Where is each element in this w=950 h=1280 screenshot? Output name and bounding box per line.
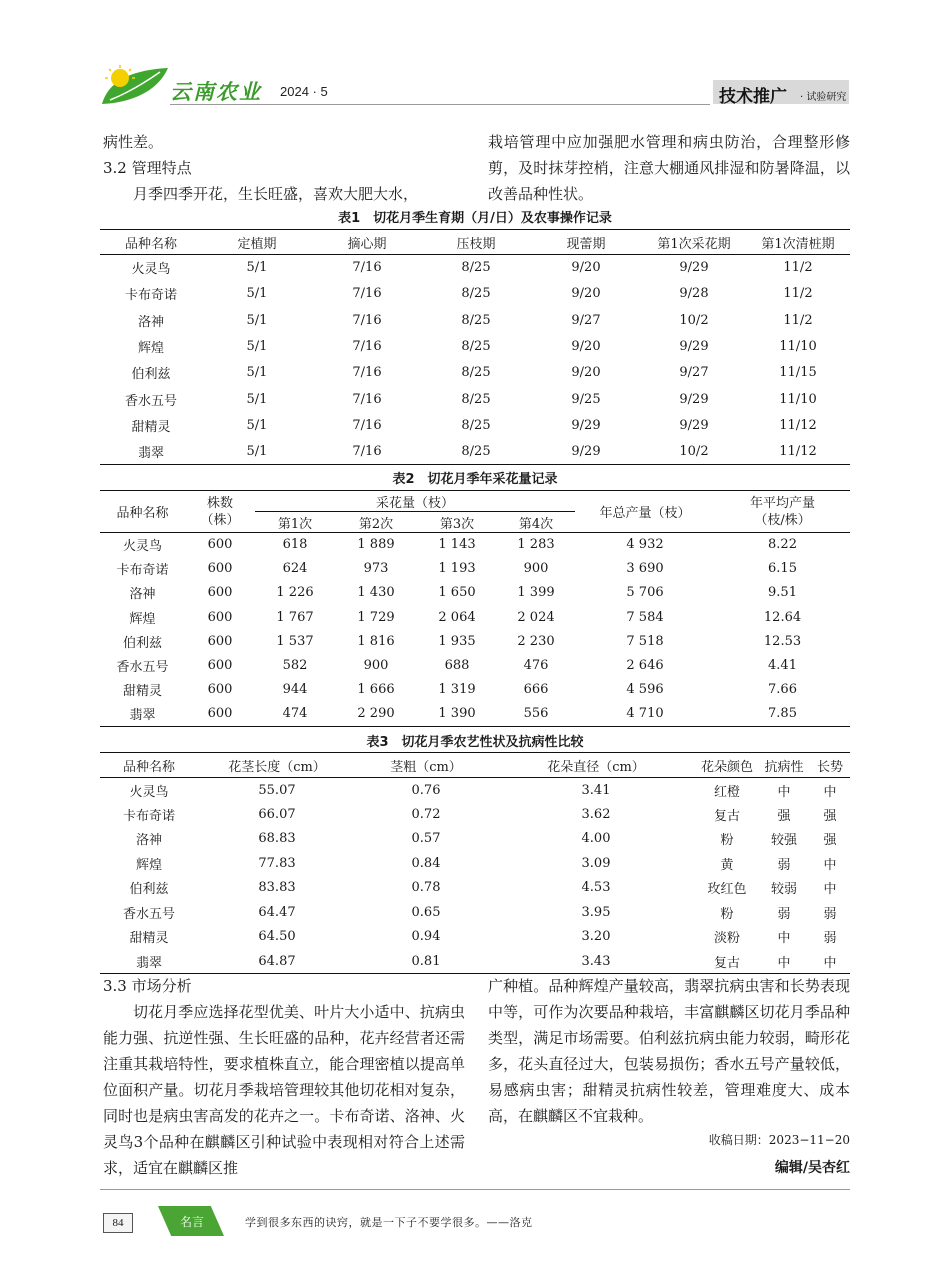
table-cell: 5/1 <box>246 286 268 302</box>
table-cell: 944 <box>282 682 308 698</box>
table-cell: 2 290 <box>335 702 417 726</box>
table-cell: 中 <box>823 882 837 898</box>
table-cell: 8/25 <box>461 286 491 302</box>
table-cell: 5/1 <box>246 312 268 328</box>
table-cell: 9/20 <box>571 365 601 381</box>
table-header-cell: 花朵颜色 <box>696 753 758 778</box>
table-cell: 7/16 <box>352 365 382 381</box>
table-cell: 7.66 <box>768 682 797 698</box>
table-row <box>100 827 850 852</box>
table-cell: 复古 <box>696 949 758 974</box>
variety-name-cell: 火灵鸟 <box>131 262 171 278</box>
table-cell: 强 <box>823 808 837 824</box>
table-cell: 9.51 <box>768 585 797 601</box>
table-cell: 474 <box>255 702 335 726</box>
table-row <box>100 307 850 333</box>
table-cell: 7/16 <box>352 312 382 328</box>
variety-name-cell: 翡翠 <box>100 439 202 465</box>
journal-logo-sun-leaf <box>100 64 170 108</box>
table-row <box>100 778 850 803</box>
table-header-cell: 现蕾期 <box>530 230 642 255</box>
table-cell: 66.07 <box>258 806 296 822</box>
variety-name-cell: 辉煌 <box>135 857 162 873</box>
table-cell: 3.62 <box>581 806 611 822</box>
table-cell: 玫红色 <box>707 882 747 898</box>
table-cell: 9/29 <box>679 391 709 407</box>
table-cell: 红橙 <box>713 784 740 800</box>
table-cell: 11/12 <box>779 417 817 433</box>
table2-title: 表2 切花月季年采花量记录 <box>392 472 558 487</box>
table-cell: 688 <box>444 658 470 674</box>
table-cell: 600 <box>185 702 255 726</box>
variety-name-cell: 火灵鸟 <box>122 539 162 555</box>
table-cell: 4.53 <box>581 880 611 896</box>
variety-name-cell: 火灵鸟 <box>129 784 169 800</box>
paragraph: 广种植。品种辉煌产量较高，翡翠抗病虫害和长势表现中等，可作为次要品种栽培，丰富麒麟区切花月季品种类型，满足市场需要。伯利兹抗病虫能力较弱，畸形花多，花头直径过大，包装易损伤；香水五号产量较低，易感病虫害；甜精灵抗病性较差，管理难度大、成本高，在麒麟区不宜栽种。 <box>488 977 850 1125</box>
table-cell: 8/25 <box>461 391 491 407</box>
motto-label: 名言 <box>180 1215 205 1229</box>
table-cell: 900 <box>523 561 549 577</box>
table-cell: 8/25 <box>422 439 530 465</box>
table-cell: 1 935 <box>438 633 476 649</box>
table-cell: 1 816 <box>357 633 395 649</box>
table-cell: 600 <box>207 658 233 674</box>
table-row <box>100 925 850 950</box>
table-cell: 9/29 <box>530 439 642 465</box>
section-subtitle: · 试验研究 <box>800 92 847 103</box>
table-cell: 弱 <box>777 857 791 873</box>
table-cell: 7/16 <box>312 439 422 465</box>
table-cell: 10/2 <box>679 312 709 328</box>
table-cell: 1 399 <box>517 585 555 601</box>
table-header-cell: 定植期 <box>202 230 312 255</box>
table-cell: 9/27 <box>679 365 709 381</box>
table-cell: 64.50 <box>258 929 296 945</box>
table-cell: 7/16 <box>352 417 382 433</box>
table-cell: 7/16 <box>352 260 382 276</box>
table-cell: 0.81 <box>356 949 496 974</box>
table-header-cell: 第2次 <box>335 512 417 533</box>
table-row <box>100 949 850 974</box>
table-cell: 9/28 <box>679 286 709 302</box>
table3-title: 表3 切花月季农艺性状及抗病性比较 <box>366 735 584 750</box>
table-cell: 8/25 <box>461 365 491 381</box>
table1 <box>100 229 850 465</box>
table-cell: 7.85 <box>715 702 850 726</box>
table2 <box>100 490 850 727</box>
table-header-cell: 压枝期 <box>422 230 530 255</box>
table-cell: 4.41 <box>768 658 797 674</box>
table-cell: 3.09 <box>581 855 611 871</box>
table-cell: 10/2 <box>642 439 746 465</box>
table-cell: 3.20 <box>581 929 611 945</box>
table-row <box>100 281 850 307</box>
table-header-cell: 第1次 <box>255 512 335 533</box>
table-cell: 弱 <box>823 906 837 922</box>
table-cell: 1 319 <box>438 682 476 698</box>
table-cell: 黄 <box>720 857 734 873</box>
table-header-cell: 第1次采花期 <box>642 230 746 255</box>
table-cell: 2 024 <box>517 609 555 625</box>
table-cell: 粉 <box>720 833 734 849</box>
table-row <box>100 581 850 605</box>
table-cell: 粉 <box>720 906 734 922</box>
table-cell: 5/1 <box>246 417 268 433</box>
paragraph: 月季四季开花，生长旺盛，喜欢大肥大水， <box>133 185 419 203</box>
table-cell: 11/15 <box>779 365 817 381</box>
table-cell: 7 584 <box>626 609 664 625</box>
variety-name-cell: 洛神 <box>129 587 156 603</box>
table-cell: 7 518 <box>626 633 664 649</box>
table3-caption-wrap <box>100 731 850 750</box>
table-cell: 600 <box>207 633 233 649</box>
table-header-line: 株数 <box>206 495 233 511</box>
table-cell: 11/2 <box>783 312 813 328</box>
table-cell: 1 537 <box>276 633 314 649</box>
table-cell: 中 <box>777 931 791 947</box>
table-cell: 1 283 <box>517 537 555 553</box>
table-header-cell: 品种名称 <box>100 491 185 533</box>
table-row <box>100 629 850 653</box>
table-cell: 9/20 <box>571 286 601 302</box>
table-row <box>100 557 850 581</box>
table-cell: 中 <box>823 857 837 873</box>
table-row <box>100 702 850 726</box>
variety-name-cell: 卡布奇诺 <box>116 563 169 579</box>
variety-name-cell: 甜精灵 <box>129 931 169 947</box>
table-cell: 9/29 <box>679 417 709 433</box>
table-cell: 9/25 <box>571 391 601 407</box>
table-cell: 12.53 <box>763 633 802 649</box>
table3-body <box>100 778 850 974</box>
table2-caption-wrap <box>100 468 850 487</box>
table-cell: 77.83 <box>258 855 296 871</box>
table-cell: 600 <box>207 561 233 577</box>
section-heading: 3.3 市场分析 <box>103 977 192 995</box>
motto-quote: 学到很多东西的诀窍，就是一下子不要学很多。——洛克 <box>245 1216 533 1229</box>
table-cell: 0.65 <box>411 904 441 920</box>
paragraph: 切花月季应选择花型优美、叶片大小适中、抗病虫能力强、抗逆性强、生长旺盛的品种，花卉经营者还需注重其栽培特性，要求植株直立，能合理密植以提高单位面积产量。切花月季栽培管理较其他切花相对复杂，同时也是病虫害高发的花卉之一。卡布奇诺、洛神、火灵鸟3个品种在麒麟区引种试验中表现相对符合上述需求，适宜在麒麟区推 <box>103 1003 465 1177</box>
table-cell: 淡粉 <box>713 931 740 947</box>
table-cell: 9/29 <box>679 339 709 355</box>
table-header-cell: 第3次 <box>417 512 497 533</box>
variety-name-cell: 香水五号 <box>116 660 169 676</box>
table-cell: 弱 <box>777 906 791 922</box>
table-header-cell: 抗病性 <box>758 753 810 778</box>
table-cell: 11/2 <box>783 286 813 302</box>
table-row <box>100 533 850 557</box>
table-cell: 5/1 <box>246 391 268 407</box>
table-header-cell: 长势 <box>810 753 850 778</box>
table-cell: 0.94 <box>411 929 441 945</box>
table-cell: 8/25 <box>461 339 491 355</box>
table-cell: 0.84 <box>411 855 441 871</box>
variety-name-cell: 卡布奇诺 <box>122 808 175 824</box>
table-cell: 2 230 <box>517 633 555 649</box>
table-cell: 5/1 <box>246 365 268 381</box>
table-cell: 1 666 <box>357 682 395 698</box>
table-header-line: （枝/株） <box>754 512 811 528</box>
table-row <box>100 605 850 629</box>
table-cell: 5/1 <box>202 439 312 465</box>
table-header-line: （株） <box>200 512 240 528</box>
variety-name-cell: 伯利兹 <box>131 367 171 383</box>
table-header-cell: 品种名称 <box>100 230 202 255</box>
table-cell: 11/12 <box>746 439 850 465</box>
table-header-cell: 花朵直径（cm） <box>496 753 696 778</box>
table-row <box>100 360 850 386</box>
table-cell: 55.07 <box>258 782 296 798</box>
table-cell: 600 <box>207 537 233 553</box>
table-cell: 476 <box>523 658 549 674</box>
table2-body <box>100 533 850 727</box>
paragraph: 栽培管理中应加强肥水管理和病虫防治，合理整形修剪，及时抹芽控梢，注意大棚通风排湿和防暑降温，以改善品种性状。 <box>488 133 850 203</box>
table-cell: 12.64 <box>763 609 802 625</box>
table-header-cell: 第1次清桩期 <box>746 230 850 255</box>
table-cell: 1 143 <box>438 537 476 553</box>
table-cell: 11/10 <box>779 391 817 407</box>
table-cell: 0.76 <box>411 782 441 798</box>
table-cell: 7/16 <box>352 391 382 407</box>
table-cell: 0.72 <box>411 806 441 822</box>
variety-name-cell: 翡翠 <box>100 949 198 974</box>
table-cell: 0.78 <box>411 880 441 896</box>
table-cell: 2 064 <box>438 609 476 625</box>
table1-caption-wrap <box>100 207 850 226</box>
editor-credit: 编辑/吴杏红 <box>774 1160 850 1176</box>
table-row <box>100 851 850 876</box>
table-cell: 4 596 <box>626 682 664 698</box>
table-row <box>100 900 850 925</box>
table-cell: 5 706 <box>626 585 664 601</box>
table-cell: 0.57 <box>411 831 441 847</box>
table-cell: 1 729 <box>357 609 395 625</box>
table-cell: 强 <box>777 808 791 824</box>
variety-name-cell: 翡翠 <box>100 702 185 726</box>
table-cell: 强 <box>823 833 837 849</box>
table-row <box>100 678 850 702</box>
table-cell: 较弱 <box>770 882 797 898</box>
table-header-cell: 茎粗（cm） <box>356 753 496 778</box>
table-cell: 8.22 <box>768 537 797 553</box>
text-line: 病性差。 <box>103 133 164 151</box>
variety-name-cell: 辉煌 <box>129 611 156 627</box>
page-number: 84 <box>103 1213 133 1233</box>
table-row <box>100 802 850 827</box>
table-cell: 9/20 <box>571 339 601 355</box>
table-cell: 1 390 <box>417 702 497 726</box>
table-cell: 1 767 <box>276 609 314 625</box>
table-cell: 复古 <box>713 808 740 824</box>
table-cell: 64.47 <box>258 904 296 920</box>
table-cell: 7/16 <box>352 339 382 355</box>
table-cell: 1 430 <box>357 585 395 601</box>
table-cell: 6.15 <box>768 561 797 577</box>
table-row <box>100 333 850 359</box>
variety-name-cell: 洛神 <box>135 833 162 849</box>
table-row <box>100 412 850 438</box>
table-cell: 9/29 <box>571 417 601 433</box>
table-row <box>100 876 850 901</box>
section-heading: 3.2 管理特点 <box>103 159 192 177</box>
variety-name-cell: 洛神 <box>137 314 164 330</box>
table-cell: 8/25 <box>461 312 491 328</box>
table-cell: 中 <box>758 949 810 974</box>
table-cell: 1 889 <box>357 537 395 553</box>
table1-title: 表1 切花月季生育期（月/日）及农事操作记录 <box>338 211 612 226</box>
table-header-line: 年平均产量 <box>750 495 816 511</box>
table-row <box>100 255 850 281</box>
table-cell: 9/29 <box>679 260 709 276</box>
table-row <box>100 439 850 465</box>
table-row <box>100 653 850 677</box>
table-row <box>100 386 850 412</box>
table-cell: 7/16 <box>352 286 382 302</box>
table-cell: 1 226 <box>276 585 314 601</box>
issue-number: 2024 · 5 <box>280 84 328 99</box>
variety-name-cell: 香水五号 <box>122 906 175 922</box>
table-cell: 582 <box>282 658 308 674</box>
table-header-cell: 采花量（枝） <box>255 491 575 512</box>
table-cell: 556 <box>497 702 575 726</box>
table-cell: 83.83 <box>258 880 296 896</box>
section-title: 技术推广 <box>719 87 787 107</box>
table-cell: 600 <box>207 609 233 625</box>
table-header-cell: 摘心期 <box>312 230 422 255</box>
table-cell: 5/1 <box>246 339 268 355</box>
table-cell: 中 <box>823 784 837 800</box>
table-cell: 9/27 <box>571 312 601 328</box>
table-header-cell <box>185 491 255 533</box>
table-cell: 11/10 <box>779 339 817 355</box>
table-cell: 较强 <box>770 833 797 849</box>
table3 <box>100 752 850 974</box>
table-header-cell: 年总产量（枝） <box>575 491 715 533</box>
table-cell: 666 <box>523 682 549 698</box>
journal-brand: 云南农业 <box>170 79 262 104</box>
variety-name-cell: 伯利兹 <box>129 882 169 898</box>
header-rule <box>170 104 710 105</box>
table-cell: 8/25 <box>461 260 491 276</box>
table-cell: 4.00 <box>581 831 611 847</box>
received-date: 收稿日期：2023−11−20 <box>708 1133 850 1147</box>
table-cell: 600 <box>207 682 233 698</box>
table-cell: 3.43 <box>496 949 696 974</box>
table-cell: 3 690 <box>626 561 664 577</box>
table-cell: 4 710 <box>575 702 715 726</box>
table-cell: 64.87 <box>198 949 356 974</box>
table-cell: 1 650 <box>438 585 476 601</box>
table1-body <box>100 255 850 465</box>
variety-name-cell: 辉煌 <box>137 341 164 357</box>
table-cell: 600 <box>207 585 233 601</box>
table-cell: 2 646 <box>626 658 664 674</box>
table-header-cell <box>715 491 850 533</box>
table-cell: 68.83 <box>258 831 296 847</box>
table-cell: 8/25 <box>461 417 491 433</box>
table-cell: 3.95 <box>581 904 611 920</box>
table-header-cell: 品种名称 <box>100 753 198 778</box>
table-cell: 973 <box>363 561 389 577</box>
table-cell: 11/2 <box>783 260 813 276</box>
footer-rule <box>100 1189 850 1190</box>
table-cell: 3.41 <box>581 782 611 798</box>
table-cell: 624 <box>282 561 308 577</box>
variety-name-cell: 甜精灵 <box>131 419 171 435</box>
table-cell: 弱 <box>823 931 837 947</box>
variety-name-cell: 香水五号 <box>124 393 177 409</box>
table-header-cell: 第4次 <box>497 512 575 533</box>
table-cell: 中 <box>810 949 850 974</box>
variety-name-cell: 卡布奇诺 <box>124 288 177 304</box>
variety-name-cell: 甜精灵 <box>122 684 162 700</box>
table-cell: 5/1 <box>246 260 268 276</box>
table-cell: 中 <box>777 784 791 800</box>
table-header-cell: 花茎长度（cm） <box>198 753 356 778</box>
table-cell: 900 <box>363 658 389 674</box>
variety-name-cell: 伯利兹 <box>122 635 162 651</box>
table-cell: 4 932 <box>626 537 664 553</box>
table-cell: 1 193 <box>438 561 476 577</box>
table-cell: 618 <box>282 537 308 553</box>
table-cell: 9/20 <box>571 260 601 276</box>
